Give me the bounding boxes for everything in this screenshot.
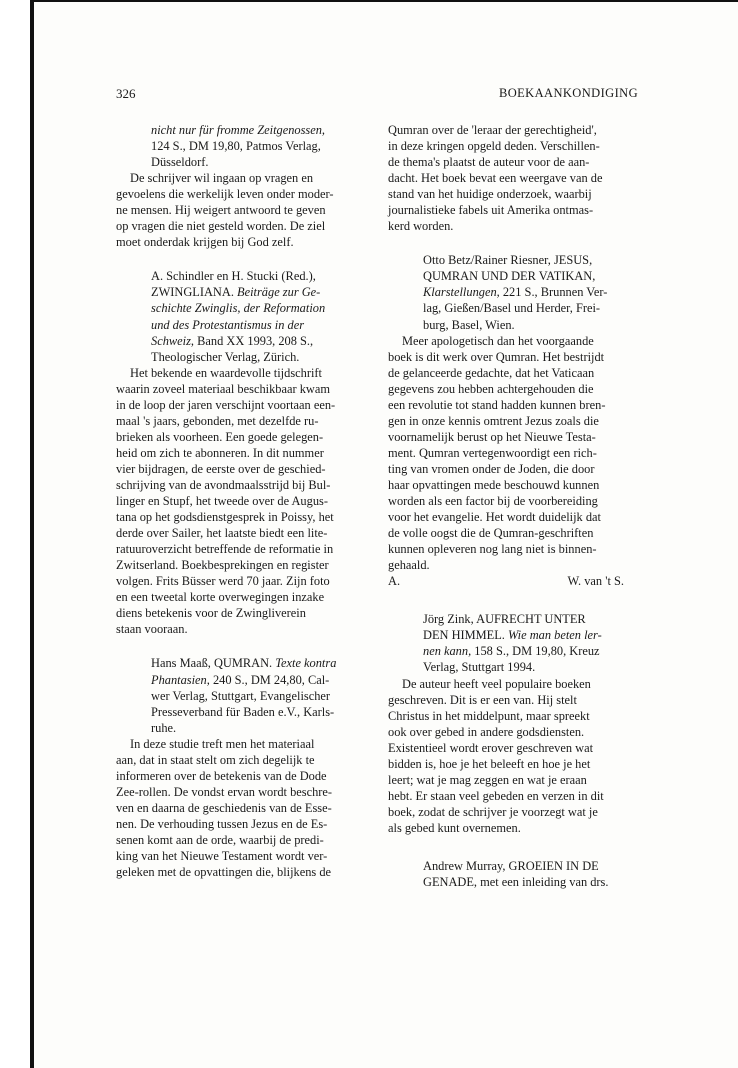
review-line: de volle oogst die de Qumran-geschriften bbox=[388, 526, 594, 541]
review-line: heid om zich te abonneren. In dit nummer bbox=[116, 445, 324, 460]
entry-subtitle: Beiträge zur Ge- bbox=[233, 285, 321, 300]
review-line: een revolutie tot stand hadden kunnen bren- bbox=[388, 397, 606, 412]
review-line: king van het Nieuwe Testament wordt ver- bbox=[116, 849, 328, 864]
review-line: dacht. Het boek bevat een weergave van de bbox=[388, 171, 603, 186]
entry-line: GENADE, met een inleiding van drs. bbox=[423, 875, 609, 890]
review-line: In deze studie treft men het materiaal bbox=[130, 736, 315, 751]
entry-line: burg, Basel, Wien. bbox=[423, 317, 515, 332]
entry-line: Verlag, Stuttgart 1994. bbox=[423, 660, 536, 675]
entry-subtitle-end: nen kann, bbox=[423, 644, 472, 659]
review-line: schrijving van de avondmaalsstrijd bij Bul- bbox=[116, 477, 331, 492]
entry-line: ruhe. bbox=[151, 720, 177, 735]
review-line: volgen. Frits Büsser werd 70 jaar. Zijn foto bbox=[116, 574, 330, 589]
review-line: Meer apologetisch dan het voorgaande bbox=[402, 333, 594, 348]
entry-details: 221 S., Brunnen Ver- bbox=[499, 285, 608, 300]
entry-details: 158 S., DM 19,80, Kreuz bbox=[471, 644, 600, 659]
review-line: ven en daarna de geschiedenis van de Esse- bbox=[116, 800, 332, 815]
entry-line: QUMRAN UND DER VATIKAN, bbox=[423, 269, 596, 284]
entry-subtitle: Wie man beten ler- bbox=[504, 628, 602, 643]
entry-line bbox=[151, 672, 352, 688]
review-line: boek is dit werk over Qumran. Het bestrijdt bbox=[388, 349, 605, 364]
review-line: Het bekende en waardevolle tijdschrift bbox=[130, 365, 322, 380]
entry-title: DEN HIMMEL. bbox=[423, 628, 505, 643]
entry-line: schichte Zwinglis, der Reformation bbox=[151, 301, 326, 316]
review-3-continued bbox=[388, 122, 624, 234]
review-line: moet onderdak krijgen bij God zelf. bbox=[116, 235, 294, 250]
review-line: haar opvattingen mede beschouwd kunnen bbox=[388, 477, 600, 492]
review-line: de thema's plaatst de auteur voor de aan- bbox=[388, 155, 590, 170]
entry-line: Otto Betz/Rainer Riesner, JESUS, bbox=[423, 253, 593, 268]
review-line: gen in onze kennis omtrent Jezus zoals die bbox=[388, 413, 599, 428]
review-line: De schrijver wil ingaan op vragen en bbox=[130, 171, 314, 186]
review-line: hebt. Er staan veel gebeden en verzen in dit bbox=[388, 788, 604, 803]
review-line: voor het evangelie. Het wordt duidelijk dat bbox=[388, 510, 601, 525]
entry-line: A. Schindler en H. Stucki (Red.), bbox=[151, 269, 316, 284]
review-5 bbox=[388, 676, 624, 836]
review-line: leert; wat je mag zeggen en wat je eraan bbox=[388, 772, 587, 787]
review-line: voornamelijk berust op het Nieuwe Testa- bbox=[388, 429, 596, 444]
review-line: ne mensen. Hij weigert antwoord te geven bbox=[116, 203, 326, 218]
book-entry-6 bbox=[388, 858, 624, 890]
review-line: nen. De verhouding tussen Jezus en de Es- bbox=[116, 816, 328, 831]
review-line: Zwitserland. Boekbesprekingen en register bbox=[116, 558, 329, 573]
review-line: gegevens zou hebben achtergehouden die bbox=[388, 381, 594, 396]
entry-title: ZWINGLIANA. bbox=[151, 285, 234, 300]
page-number: 326 bbox=[116, 86, 136, 101]
review-line: ting van vromen onder de Joden, die door bbox=[388, 461, 595, 476]
running-head: BOEKAANKONDIGING bbox=[498, 86, 638, 100]
book-entry-3 bbox=[116, 655, 352, 735]
entry-subtitle: Texte kontra bbox=[272, 656, 337, 671]
review-1 bbox=[116, 170, 352, 250]
review-line: als gebed kunt overnemen. bbox=[388, 820, 521, 835]
review-line: stand van het huidige onderzoek, waarbij bbox=[388, 187, 592, 202]
entry-line: nicht nur für fromme Zeitgenossen, bbox=[151, 123, 326, 137]
entry-line: Jörg Zink, AUFRECHT UNTER bbox=[423, 612, 586, 627]
review-line: worden als een factor bij de voorbereiding bbox=[388, 494, 598, 509]
entry-line bbox=[151, 655, 352, 671]
review-line: kerd worden. bbox=[388, 219, 454, 234]
book-entry-4 bbox=[388, 252, 624, 332]
review-line: diens betekenis voor de Zwingliverein bbox=[116, 606, 306, 621]
entry-author-title: Hans Maaß, QUMRAN. bbox=[151, 656, 273, 671]
entry-subtitle-end: Phantasien, bbox=[151, 672, 210, 687]
entry-line: und des Protestantismus in der bbox=[151, 317, 305, 332]
entry-line: wer Verlag, Stuttgart, Evangelischer bbox=[151, 688, 331, 703]
book-entry-1 bbox=[116, 122, 352, 170]
review-line: linger en Stupf, het tweede over de Augus- bbox=[116, 494, 328, 509]
review-line: journalistieke fabels uit Amerika ontmas- bbox=[388, 203, 594, 218]
review-line: Christus in het middelpunt, maar spreekt bbox=[388, 708, 590, 723]
entry-details: 240 S., DM 24,80, Cal- bbox=[209, 672, 330, 687]
left-column bbox=[116, 122, 352, 880]
entry-line: 124 S., DM 19,80, Patmos Verlag, bbox=[151, 139, 321, 154]
entry-line: Düsseldorf. bbox=[151, 155, 209, 170]
review-line: brieken als voorheen. Een goede gelegen- bbox=[116, 429, 324, 444]
review-line: ment. Qumran vertegenwoordigt een rich- bbox=[388, 445, 597, 460]
review-line: Qumran over de 'leraar der gerechtigheid', bbox=[388, 123, 597, 137]
review-line: De auteur heeft veel populaire boeken bbox=[402, 676, 591, 691]
entry-subtitle-end: Schweiz, bbox=[151, 333, 195, 348]
review-line: bidden is, hoe je het beleeft en hoe je het bbox=[388, 756, 591, 771]
review-line: derde over Sailer, het laatste biedt een lite- bbox=[116, 526, 328, 541]
review-line: staan vooraan. bbox=[116, 622, 188, 637]
review-line: in de loop der jaren verschijnt voortaan een- bbox=[116, 397, 336, 412]
entry-details: Band XX 1993, 208 S., bbox=[194, 333, 314, 348]
review-line: gevoelens die werkelijk leven onder moder- bbox=[116, 187, 334, 202]
review-line: gehaald. bbox=[388, 558, 430, 573]
entry-line bbox=[423, 643, 624, 659]
review-4 bbox=[388, 333, 624, 590]
review-line: senen komt aan de orde, waarbij de predi- bbox=[116, 832, 324, 847]
review-line: en een tweetal korte overwegingen inzake bbox=[116, 590, 325, 605]
review-line: in deze kringen opgeld deden. Verschillen- bbox=[388, 139, 600, 154]
book-entry-2 bbox=[116, 268, 352, 364]
review-line: aan, dat in staat stelt om zich degelijk te bbox=[116, 752, 315, 767]
entry-line bbox=[151, 284, 352, 300]
review-line: op vragen die niet gesteld worden. De ziel bbox=[116, 219, 326, 234]
review-line: de gelanceerde gedachte, dat het Vaticaan bbox=[388, 365, 595, 380]
review-line: Zee-rollen. De vondst ervan wordt beschre- bbox=[116, 784, 333, 799]
entry-line: Theologischer Verlag, Zürich. bbox=[151, 349, 300, 364]
entry-line: lag, Gießen/Basel und Herder, Frei- bbox=[423, 301, 601, 316]
entry-subtitle: Klarstellungen, bbox=[423, 285, 500, 300]
review-line: Existentieel wordt erover geschreven wat bbox=[388, 740, 594, 755]
book-entry-5 bbox=[388, 611, 624, 675]
signature-initial: A. bbox=[388, 574, 401, 589]
right-column bbox=[388, 122, 624, 890]
review-line: waarin zoveel materiaal beschikbaar kwam bbox=[116, 381, 330, 396]
review-2 bbox=[116, 365, 352, 638]
entry-line bbox=[423, 627, 624, 643]
review-line: ratuuroverzicht betreffende de reformatie in bbox=[116, 542, 334, 557]
review-line: informeren over de betekenis van de Dode bbox=[116, 768, 327, 783]
review-line: ook over gebed in andere godsdiensten. bbox=[388, 724, 585, 739]
entry-line bbox=[423, 284, 624, 300]
entry-line bbox=[151, 333, 352, 349]
reviewer-signature bbox=[388, 573, 624, 589]
review-line: kunnen opleveren nog lang niet is binnen- bbox=[388, 542, 597, 557]
entry-line: Presseverband für Baden e.V., Karls- bbox=[151, 704, 335, 719]
review-3 bbox=[116, 736, 352, 880]
review-line: geschreven. Dit is er een van. Hij stelt bbox=[388, 692, 577, 707]
entry-line: Andrew Murray, GROEIEN IN DE bbox=[423, 858, 599, 873]
review-line: tana op het godsdienstgesprek in Poissy, het bbox=[116, 510, 334, 525]
review-line: boek, zodat de schrijver je voorzegt wat je bbox=[388, 804, 598, 819]
reviewer-name: W. van 't S. bbox=[567, 574, 624, 589]
review-line: vier bijdragen, de eerste over de geschied- bbox=[116, 461, 326, 476]
review-line: geleken met de opvattingen die, blijkens de bbox=[116, 865, 332, 880]
review-line: maal 's jaars, gebonden, met dezelfde ru- bbox=[116, 413, 319, 428]
